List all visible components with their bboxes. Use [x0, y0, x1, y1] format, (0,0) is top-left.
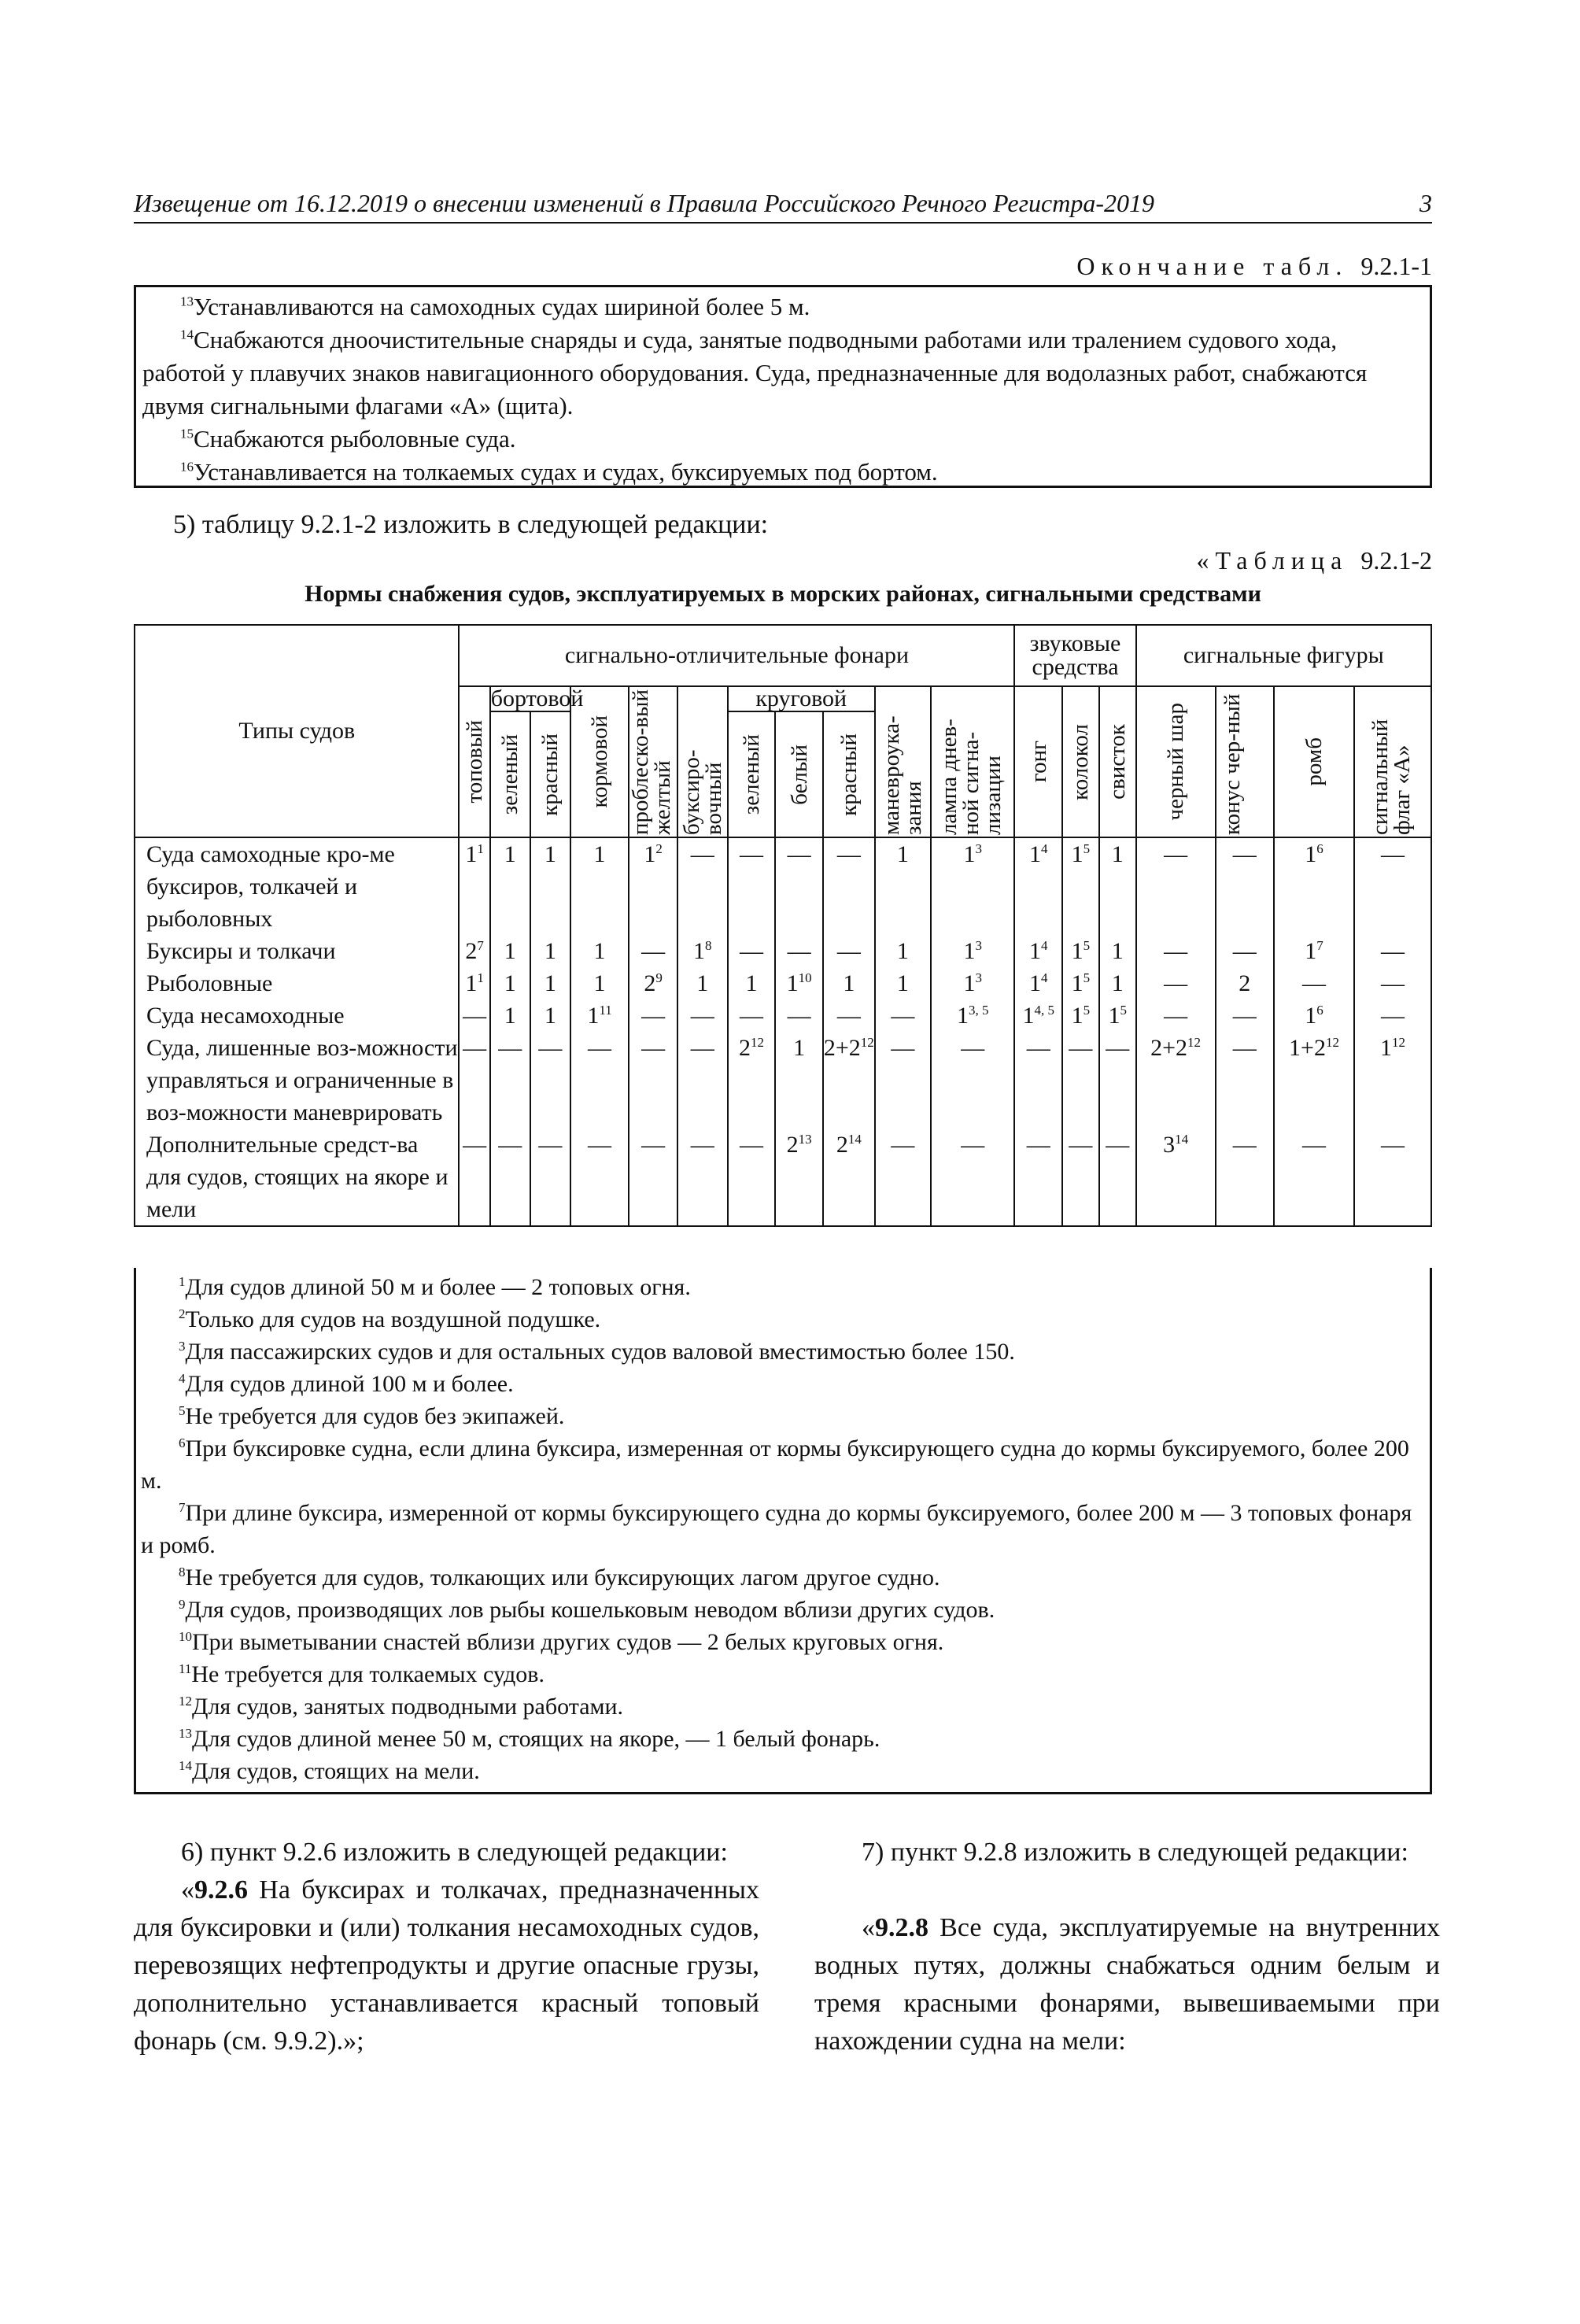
footnote: $^1$Для судов длиной 50 м и более — 2 топовых огня.: [179, 1274, 691, 1300]
table-cell: $3^{14}$: [1136, 1129, 1216, 1226]
table-cell: —: [1354, 967, 1431, 999]
table-cell: —: [1099, 1129, 1136, 1226]
table-cell: $1^5$: [1062, 967, 1099, 999]
row-type: Дополнительные средст-ва для судов, стоящих на якоре и мели: [135, 1129, 459, 1226]
col-header-types: Типы судов: [135, 625, 459, 837]
table-cell: —: [875, 1129, 931, 1226]
table-caption: [1196, 546, 1432, 575]
table-cell: —: [629, 1129, 677, 1226]
table-row: [135, 999, 1431, 1032]
col-header: сигнальный флаг «А»: [1354, 686, 1431, 837]
table-cell: 1: [1099, 837, 1136, 935]
table-cell: 1: [490, 967, 530, 999]
running-header: [134, 189, 1432, 218]
row-type: Рыболовные: [135, 967, 459, 999]
table-cell: —: [823, 935, 875, 967]
table-cell: $2^9$: [629, 967, 677, 999]
table-cell: —: [875, 1032, 931, 1129]
table-cell: —: [570, 1032, 629, 1129]
signal-norms-table: [134, 624, 1432, 1227]
table-cell: —: [931, 1032, 1014, 1129]
table-cell: 1: [530, 967, 570, 999]
table-cell: —: [728, 999, 776, 1032]
table-cell: $2+2^{12}$: [1136, 1032, 1216, 1129]
col-header: свисток: [1099, 686, 1136, 837]
item-6-body: «9.2.6 На буксирах и толкачах, предназначенных для буксировки и (или) толкания несамоходных судов, перевозящих нефтепродукты и другие опасные грузы, дополнительно устанавливается красный топовый фонарь (см. 9.9.2).»;: [134, 1875, 759, 2056]
prev-table-caption-number: 9.2.1-1: [1360, 252, 1432, 280]
footnote: $^2$Только для судов на воздушной подушке.: [179, 1306, 601, 1332]
footnote: $^{12}$Для судов, занятых подводными работами.: [179, 1694, 624, 1720]
table-row: [135, 1129, 1431, 1226]
table-body: [135, 837, 1431, 1226]
group-header-sound: звуковые средства: [1014, 625, 1135, 686]
table-cell: —: [677, 1129, 728, 1226]
col-header: зеленый: [490, 711, 530, 837]
item-7-intro: 7) пункт 9.2.8 изложить в следующей редакции:: [862, 1838, 1408, 1867]
row-type: Суда самоходные кро-ме буксиров, толкачей и рыболовных: [135, 837, 459, 935]
table-cell: $1^3$: [931, 837, 1014, 935]
table-cell: $1^{12}$: [1354, 1032, 1431, 1129]
table-cell: $1^4$: [1014, 837, 1062, 935]
footnote: $^{16}$Устанавливается на толкаемых судах и судах, буксируемых под бортом.: [180, 458, 938, 486]
col-header: белый: [775, 711, 823, 837]
table-cell: —: [1354, 999, 1431, 1032]
table-cell: $1^3$: [931, 967, 1014, 999]
table-title: Нормы снабжения судов, эксплуатируемых в морских районах, сигнальными средствами: [305, 581, 1261, 607]
table-cell: 2: [1216, 967, 1274, 999]
table-cell: $1^5$: [1099, 999, 1136, 1032]
table-cell: $1^2$: [629, 837, 677, 935]
table-cell: 1: [875, 837, 931, 935]
item-7-body: «9.2.8 Все суда, эксплуатируемые на внутренних водных путях, должны снабжаться одним белым и тремя красными фонарями, вывешиваемыми при нахождении судна на мели:: [814, 1913, 1440, 2056]
table-cell: 1$^{3, 5}$: [931, 999, 1014, 1032]
table-cell: —: [1062, 1129, 1099, 1226]
footnote: $^{11}$Не требуется для толкаемых судов.: [179, 1661, 545, 1687]
sub-header-side: бортовой: [490, 685, 584, 711]
footnote: $^9$Для судов, производящих лов рыбы кошельковым неводом вблизи других судов.: [179, 1597, 995, 1623]
table-cell: —: [459, 1129, 489, 1226]
table-cell: $1^5$: [1062, 837, 1099, 935]
table-cell: —: [1014, 1129, 1062, 1226]
table-cell: 1: [1099, 935, 1136, 967]
row-type: Буксиры и толкачи: [135, 935, 459, 967]
footnote: $^{15}$Снабжаются рыболовные суда.: [180, 425, 516, 453]
table-cell: 1: [570, 967, 629, 999]
table-cell: —: [728, 935, 776, 967]
table-cell: —: [629, 1032, 677, 1129]
table-row: [135, 967, 1431, 999]
table-cell: 1: [823, 967, 875, 999]
prev-table-caption: [1076, 252, 1432, 281]
table-cell: —: [677, 999, 728, 1032]
col-header: красный: [823, 711, 875, 837]
footnote: $^{10}$При выметывании снастей вблизи других судов — 2 белых круговых огня.: [179, 1629, 944, 1655]
table-cell: —: [1216, 999, 1274, 1032]
col-header: лампа днев-ной сигна-лизации: [931, 686, 1014, 837]
table-cell: —: [1136, 967, 1216, 999]
footnote: $^8$Не требуется для судов, толкающих или буксирующих лагом другое судно.: [179, 1565, 940, 1591]
table-cell: —: [1216, 837, 1274, 935]
footnote: $^6$При буксировке судна, если длина буксира, измеренная от кормы буксирующего судна до кормы буксируемого, более 200 м.: [141, 1435, 1409, 1494]
column-right: [814, 1834, 1440, 2060]
table-caption-label: «Таблица: [1196, 546, 1349, 575]
table-cell: —: [677, 1032, 728, 1129]
prev-table-footnotes: [134, 285, 1432, 488]
table-cell: 1: [728, 967, 776, 999]
table-cell: $2+2^{12}$: [823, 1032, 875, 1129]
table-cell: —: [1136, 837, 1216, 935]
table-cell: —: [629, 999, 677, 1032]
table-cell: —: [1136, 999, 1216, 1032]
table-cell: $1^{11}$: [570, 999, 629, 1032]
page-number: 3: [1419, 189, 1432, 217]
table-cell: 1: [677, 967, 728, 999]
table-cell: —: [1274, 1129, 1354, 1226]
header-rule: [134, 222, 1432, 224]
table-cell: $1^5$: [1062, 935, 1099, 967]
table-cell: —: [728, 837, 776, 935]
footnote: $^{13}$Для судов длиной менее 50 м, стоящих на якоре, — 1 белый фонарь.: [179, 1726, 880, 1752]
table-cell: $2^7$: [459, 935, 489, 967]
table-cell: 1$^{4, 5}$: [1014, 999, 1062, 1032]
col-header: топовый: [459, 686, 489, 837]
col-header: гонг: [1014, 686, 1062, 837]
table-cell: —: [459, 1032, 489, 1129]
table-cell: —: [677, 837, 728, 935]
table-cell: —: [1014, 1032, 1062, 1129]
table-cell: —: [629, 935, 677, 967]
table-cell: 1: [775, 1032, 823, 1129]
table-cell: $1^4$: [1014, 935, 1062, 967]
table-row: [135, 837, 1431, 935]
footnote: $^{13}$Устанавливаются на самоходных судах шириной более 5 м.: [180, 293, 810, 320]
col-header: черный шар: [1136, 686, 1216, 837]
table-cell: —: [1274, 967, 1354, 999]
item-6-intro: 6) пункт 9.2.6 изложить в следующей редакции:: [181, 1838, 728, 1867]
table-cell: $1^1$: [459, 837, 489, 935]
col-header: буксиро-вочный: [677, 686, 728, 837]
table-cell: 1: [490, 935, 530, 967]
table-cell: —: [1216, 1032, 1274, 1129]
table-cell: —: [530, 1032, 570, 1129]
row-type: Суда несамоходные: [135, 999, 459, 1032]
table-cell: $1^5$: [1062, 999, 1099, 1032]
table-cell: $1+2^{12}$: [1274, 1032, 1354, 1129]
footnote: $^3$Для пассажирских судов и для остальных судов валовой вместимостью более 150.: [179, 1339, 1015, 1365]
col-header: кормовой: [570, 686, 629, 837]
table-cell: —: [931, 1129, 1014, 1226]
table-cell: —: [490, 1032, 530, 1129]
table-cell: 1: [530, 837, 570, 935]
table-cell: —: [1354, 837, 1431, 935]
table-cell: —: [823, 837, 875, 935]
col-header: красный: [530, 711, 570, 837]
table-cell: —: [775, 935, 823, 967]
col-header: ромб: [1274, 686, 1354, 837]
item-5-text: 5) таблицу 9.2.1-2 изложить в следующей редакции:: [173, 510, 769, 539]
footnote: $^4$Для судов длиной 100 м и более.: [179, 1371, 514, 1397]
table-cell: 1: [490, 837, 530, 935]
sub-header-circle: круговой: [728, 686, 875, 711]
col-header: колокол: [1062, 686, 1099, 837]
prev-table-caption-label: Окончание табл.: [1076, 252, 1349, 280]
footnote: $^{14}$Снабжаются дноочистительные снаряды и суда, занятые подводными работами или тралением судового хода, работой у плавучих знаков навигационного оборудования. Суда, предназначенные для водолазных работ, снабжаются двумя сигнальными флагами «А» (щита).: [142, 326, 1368, 419]
table-cell: —: [490, 1129, 530, 1226]
table-cell: —: [1354, 935, 1431, 967]
footnote: $^5$Не требуется для судов без экипажей.: [179, 1403, 565, 1429]
table-cell: 1: [530, 999, 570, 1032]
table-cell: $1^{10}$: [775, 967, 823, 999]
table-cell: —: [530, 1129, 570, 1226]
table-cell: —: [775, 837, 823, 935]
table-row: [135, 1032, 1431, 1129]
table-cell: —: [823, 999, 875, 1032]
col-header: проблеско-вый желтый: [629, 686, 677, 837]
table-cell: —: [459, 999, 489, 1032]
table-cell: —: [775, 999, 823, 1032]
table-caption-number: 9.2.1-2: [1360, 546, 1432, 575]
group-header-shapes: сигнальные фигуры: [1136, 625, 1431, 686]
table-cell: $1^1$: [459, 967, 489, 999]
table-cell: —: [1136, 935, 1216, 967]
table-cell: —: [1216, 1129, 1274, 1226]
table-cell: —: [1062, 1032, 1099, 1129]
row-type: Суда, лишенные воз-можности управляться и ограниченные в воз-можности маневрировать: [135, 1032, 459, 1129]
table-cell: 1: [1099, 967, 1136, 999]
table-cell: —: [570, 1129, 629, 1226]
table-cell: 1: [875, 935, 931, 967]
table-cell: $1^6$: [1274, 837, 1354, 935]
table-cell: 1: [570, 837, 629, 935]
table-cell: $2^{13}$: [775, 1129, 823, 1226]
footnote: $^{14}$Для судов, стоящих на мели.: [179, 1758, 480, 1784]
column-left: [134, 1834, 759, 2060]
group-header-lights: сигнально-отличительные фонари: [459, 625, 1014, 686]
table-cell: 1: [530, 935, 570, 967]
header-title: Извещение от 16.12.2019 о внесении изменений в Правила Российского Речного Регистра-2019: [134, 189, 1155, 217]
col-header: маневроука-зания: [875, 686, 931, 837]
table-cell: —: [1099, 1032, 1136, 1129]
col-header: зеленый: [728, 711, 776, 837]
footnote: $^7$При длине буксира, измеренной от кормы буксирующего судна до кормы буксируемого, более 200 м — 3 топовых фонаря и ромб.: [141, 1500, 1412, 1558]
table-cell: $1^6$: [1274, 999, 1354, 1032]
table-cell: $2^{12}$: [728, 1032, 776, 1129]
table-cell: —: [1216, 935, 1274, 967]
table-cell: —: [1354, 1129, 1431, 1226]
table-cell: —: [875, 999, 931, 1032]
table-cell: 1: [490, 999, 530, 1032]
table-cell: $1^4$: [1014, 967, 1062, 999]
table-cell: —: [728, 1129, 776, 1226]
table-footnotes: [134, 1268, 1432, 1794]
table-cell: $1^7$: [1274, 935, 1354, 967]
table-cell: 1: [570, 935, 629, 967]
table-cell: $1^8$: [677, 935, 728, 967]
col-header: конус чер-ный: [1216, 686, 1274, 837]
table-cell: $2^{14}$: [823, 1129, 875, 1226]
table-cell: $1^3$: [931, 935, 1014, 967]
table-cell: 1: [875, 967, 931, 999]
table-row: [135, 935, 1431, 967]
